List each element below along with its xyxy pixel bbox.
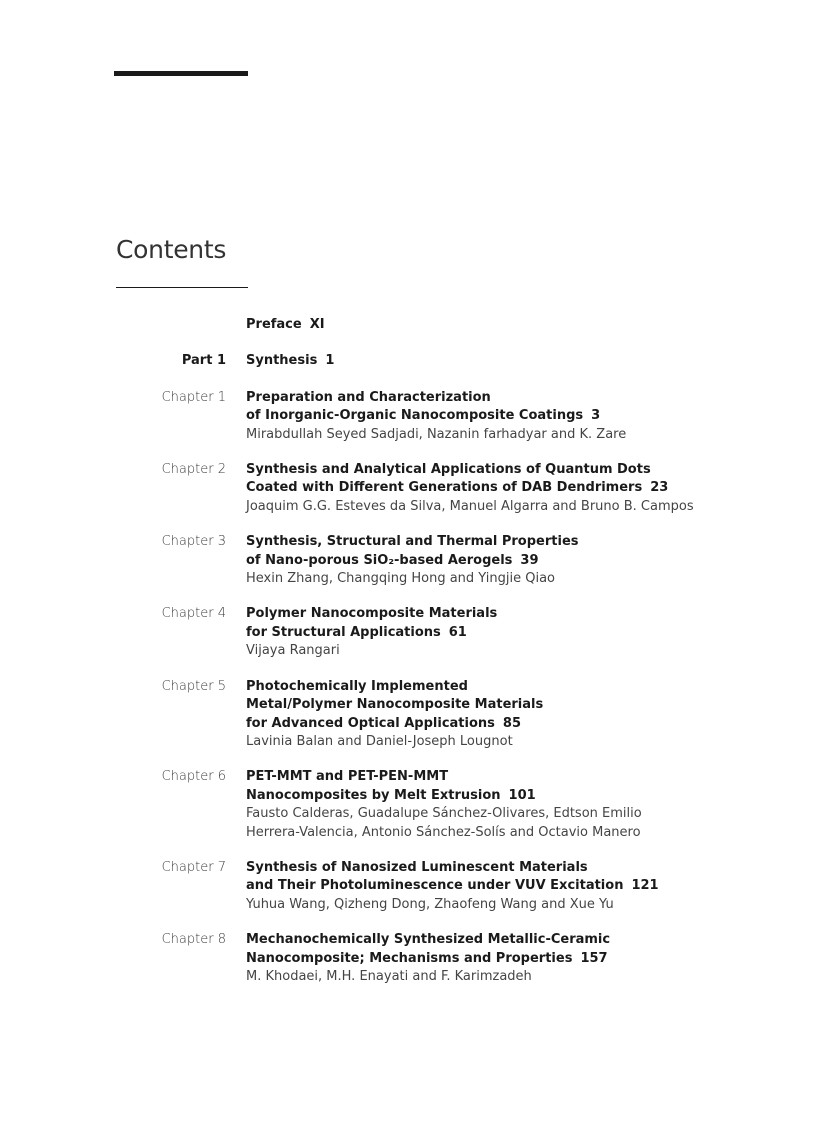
chapter-authors: Lavinia Balan and Daniel-Joseph Lougnot xyxy=(246,733,513,749)
toc-entry-chapter-4[interactable] xyxy=(0,605,816,660)
chapter-label: Chapter 7 xyxy=(161,859,226,875)
chapter-authors: Joaquim G.G. Esteves da Silva, Manuel Algarra and Bruno B. Campos xyxy=(246,498,694,514)
table-of-contents xyxy=(0,316,816,986)
toc-entry-chapter-5[interactable] xyxy=(0,678,816,752)
chapter-label: Chapter 4 xyxy=(161,606,226,622)
preface-title: Preface xyxy=(246,317,302,332)
chapter-title: Synthesis of Nanosized Luminescent Materials and Their Photoluminescence under VUV Excitation 121 xyxy=(246,859,659,894)
chapter-label: Chapter 3 xyxy=(161,534,226,550)
part-page-number: 1 xyxy=(325,353,335,369)
chapter-title: Polymer Nanocomposite Materials for Structural Applications 61 xyxy=(246,606,498,640)
chapter-label: Chapter 5 xyxy=(161,678,226,694)
toc-entry-chapter-2[interactable] xyxy=(0,461,816,516)
toc-entry-part-1[interactable] xyxy=(0,352,816,370)
chapter-page-number: 157 xyxy=(580,950,608,966)
chapter-title: Synthesis and Analytical Applications of Quantum Dots Coated with Different Generations of DAB Dendrimers 23 xyxy=(246,462,669,496)
chapter-title: Mechanochemically Synthesized Metallic-Ceramic Nanocomposite; Mechanisms and Properties 157 xyxy=(246,932,611,966)
part-label: Part 1 xyxy=(181,353,226,369)
page-title: Contents xyxy=(116,235,227,264)
chapter-label: Chapter 2 xyxy=(161,462,226,478)
title-rule xyxy=(116,287,248,288)
chapter-authors: Vijaya Rangari xyxy=(246,643,340,659)
chapter-authors: Fausto Calderas, Guadalupe Sánchez-Olivares, Edtson Emilio Herrera-Valencia, Antonio Sánchez-Solís and Octavio Manero xyxy=(246,806,642,840)
toc-entry-chapter-8[interactable] xyxy=(0,931,816,986)
chapter-label: Chapter 1 xyxy=(161,389,226,405)
toc-entry-chapter-6[interactable] xyxy=(0,768,816,842)
chapter-page-number: 3 xyxy=(591,408,601,424)
chapter-page-number: 23 xyxy=(650,480,669,496)
chapter-page-number: 39 xyxy=(520,552,539,568)
toc-entry-chapter-3[interactable] xyxy=(0,533,816,588)
toc-entry-preface[interactable] xyxy=(0,316,816,334)
chapter-page-number: 101 xyxy=(508,787,536,803)
chapter-authors: Mirabdullah Seyed Sadjadi, Nazanin farhadyar and K. Zare xyxy=(246,426,627,442)
chapter-authors: M. Khodaei, M.H. Enayati and F. Karimzadeh xyxy=(246,968,532,984)
chapter-page-number: 61 xyxy=(448,624,467,640)
top-rule xyxy=(114,71,248,76)
toc-entry-chapter-1[interactable] xyxy=(0,389,816,444)
chapter-authors: Yuhua Wang, Qizheng Dong, Zhaofeng Wang and Xue Yu xyxy=(246,896,614,912)
chapter-authors: Hexin Zhang, Changqing Hong and Yingjie Qiao xyxy=(246,571,555,587)
chapter-title: PET-MMT and PET-PEN-MMT Nanocomposites by Melt Extrusion 101 xyxy=(246,769,536,803)
chapter-title: Photochemically Implemented Metal/Polymer Nanocomposite Materials for Advanced Optical Applications 85 xyxy=(246,678,544,731)
preface-page-number: XI xyxy=(309,317,325,332)
chapter-title: Synthesis, Structural and Thermal Properties of Nano-porous SiO₂-based Aerogels 39 xyxy=(246,534,579,568)
chapter-page-number: 85 xyxy=(502,715,521,731)
part-title: Synthesis xyxy=(246,353,318,369)
toc-entry-chapter-7[interactable] xyxy=(0,859,816,914)
entry-label xyxy=(0,316,246,334)
chapter-label: Chapter 6 xyxy=(161,769,226,785)
chapter-page-number: 121 xyxy=(631,878,659,894)
chapter-title: Preparation and Characterization of Inorganic-Organic Nanocomposite Coatings 3 xyxy=(246,389,601,424)
chapter-label: Chapter 8 xyxy=(161,932,226,948)
